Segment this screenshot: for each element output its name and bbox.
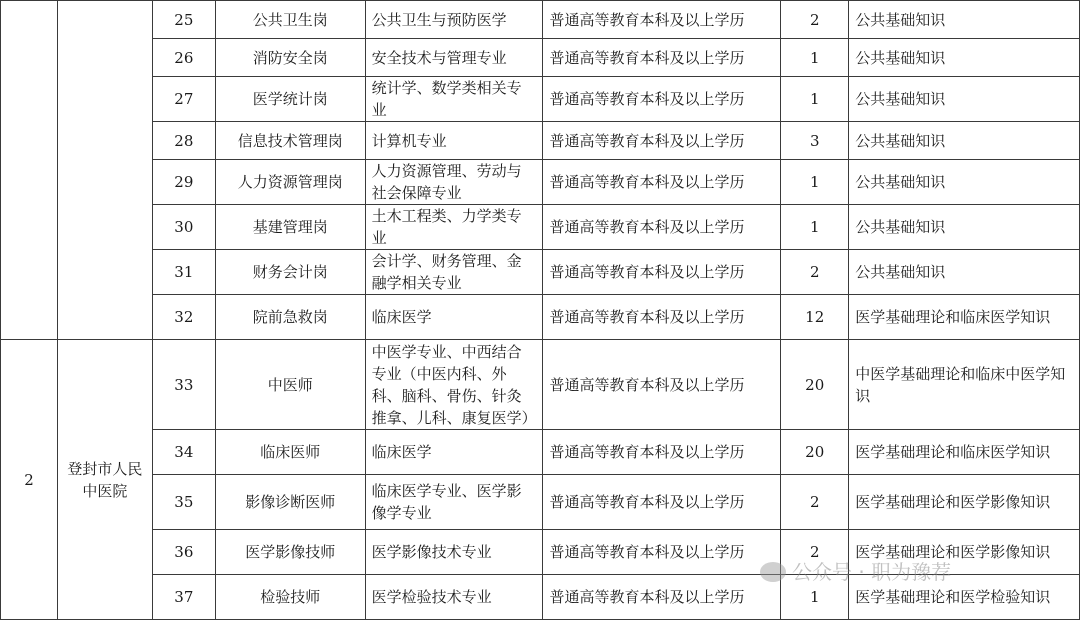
hire-count: 1 bbox=[781, 160, 849, 205]
seq-number: 2 bbox=[1, 340, 58, 620]
exam-subject: 公共基础知识 bbox=[849, 250, 1080, 295]
hire-count: 20 bbox=[781, 340, 849, 430]
education-requirement: 普通高等教育本科及以上学历 bbox=[543, 77, 781, 122]
exam-subject: 中医学基础理论和临床中医学知识 bbox=[849, 340, 1080, 430]
hire-count: 1 bbox=[781, 205, 849, 250]
table-row bbox=[1, 205, 1080, 250]
post-number: 33 bbox=[152, 340, 215, 430]
post-number: 30 bbox=[152, 205, 215, 250]
education-requirement: 普通高等教育本科及以上学历 bbox=[543, 160, 781, 205]
post-number: 29 bbox=[152, 160, 215, 205]
hire-count: 2 bbox=[781, 1, 849, 39]
post-name: 医学影像技师 bbox=[215, 530, 365, 575]
hire-count: 20 bbox=[781, 430, 849, 475]
post-number: 32 bbox=[152, 295, 215, 340]
post-name: 院前急救岗 bbox=[215, 295, 365, 340]
table-row bbox=[1, 295, 1080, 340]
education-requirement: 普通高等教育本科及以上学历 bbox=[543, 295, 781, 340]
table-row bbox=[1, 475, 1080, 530]
post-number: 34 bbox=[152, 430, 215, 475]
exam-subject: 医学基础理论和临床医学知识 bbox=[849, 295, 1080, 340]
education-requirement: 普通高等教育本科及以上学历 bbox=[543, 122, 781, 160]
education-requirement: 普通高等教育本科及以上学历 bbox=[543, 250, 781, 295]
table-row bbox=[1, 430, 1080, 475]
exam-subject: 公共基础知识 bbox=[849, 39, 1080, 77]
education-requirement: 普通高等教育本科及以上学历 bbox=[543, 430, 781, 475]
major-requirement: 人力资源管理、劳动与社会保障专业 bbox=[365, 160, 543, 205]
seq-cell bbox=[1, 1, 58, 340]
hire-count: 3 bbox=[781, 122, 849, 160]
major-requirement: 计算机专业 bbox=[365, 122, 543, 160]
post-name: 医学统计岗 bbox=[215, 77, 365, 122]
major-requirement: 医学检验技术专业 bbox=[365, 575, 543, 620]
hire-count: 1 bbox=[781, 575, 849, 620]
post-name: 人力资源管理岗 bbox=[215, 160, 365, 205]
hire-count: 12 bbox=[781, 295, 849, 340]
education-requirement: 普通高等教育本科及以上学历 bbox=[543, 205, 781, 250]
post-name: 检验技师 bbox=[215, 575, 365, 620]
post-name: 消防安全岗 bbox=[215, 39, 365, 77]
hire-count: 2 bbox=[781, 250, 849, 295]
exam-subject: 公共基础知识 bbox=[849, 160, 1080, 205]
post-number: 37 bbox=[152, 575, 215, 620]
exam-subject: 公共基础知识 bbox=[849, 122, 1080, 160]
post-number: 25 bbox=[152, 1, 215, 39]
post-number: 35 bbox=[152, 475, 215, 530]
unit-name: 登封市人民中医院 bbox=[57, 340, 152, 620]
hire-count: 2 bbox=[781, 530, 849, 575]
major-requirement: 会计学、财务管理、金融学相关专业 bbox=[365, 250, 543, 295]
hire-count: 1 bbox=[781, 39, 849, 77]
watermark-text: 公众号 · 职为豫荐 bbox=[792, 560, 952, 584]
table-row bbox=[1, 39, 1080, 77]
post-name: 财务会计岗 bbox=[215, 250, 365, 295]
post-number: 28 bbox=[152, 122, 215, 160]
major-requirement: 临床医学 bbox=[365, 295, 543, 340]
major-requirement: 安全技术与管理专业 bbox=[365, 39, 543, 77]
post-name: 临床医师 bbox=[215, 430, 365, 475]
table-row bbox=[1, 530, 1080, 575]
hire-count: 1 bbox=[781, 77, 849, 122]
table-row bbox=[1, 340, 1080, 430]
post-number: 26 bbox=[152, 39, 215, 77]
post-name: 公共卫生岗 bbox=[215, 1, 365, 39]
post-name: 基建管理岗 bbox=[215, 205, 365, 250]
exam-subject: 医学基础理论和医学影像知识 bbox=[849, 475, 1080, 530]
table-row bbox=[1, 160, 1080, 205]
post-name: 信息技术管理岗 bbox=[215, 122, 365, 160]
major-requirement: 公共卫生与预防医学 bbox=[365, 1, 543, 39]
education-requirement: 普通高等教育本科及以上学历 bbox=[543, 475, 781, 530]
education-requirement: 普通高等教育本科及以上学历 bbox=[543, 530, 781, 575]
table-row bbox=[1, 122, 1080, 160]
education-requirement: 普通高等教育本科及以上学历 bbox=[543, 39, 781, 77]
exam-subject: 医学基础理论和医学影像知识 bbox=[849, 530, 1080, 575]
hire-count: 2 bbox=[781, 475, 849, 530]
major-requirement: 临床医学 bbox=[365, 430, 543, 475]
unit-cell bbox=[57, 1, 152, 340]
major-requirement: 统计学、数学类相关专业 bbox=[365, 77, 543, 122]
post-name: 影像诊断医师 bbox=[215, 475, 365, 530]
post-number: 27 bbox=[152, 77, 215, 122]
exam-subject: 公共基础知识 bbox=[849, 205, 1080, 250]
exam-subject: 公共基础知识 bbox=[849, 1, 1080, 39]
exam-subject: 公共基础知识 bbox=[849, 77, 1080, 122]
table-row bbox=[1, 77, 1080, 122]
exam-subject: 医学基础理论和医学检验知识 bbox=[849, 575, 1080, 620]
post-number: 31 bbox=[152, 250, 215, 295]
education-requirement: 普通高等教育本科及以上学历 bbox=[543, 575, 781, 620]
table-row bbox=[1, 250, 1080, 295]
education-requirement: 普通高等教育本科及以上学历 bbox=[543, 1, 781, 39]
major-requirement: 临床医学专业、医学影像学专业 bbox=[365, 475, 543, 530]
table-row bbox=[1, 1, 1080, 39]
post-name: 中医师 bbox=[215, 340, 365, 430]
major-requirement: 土木工程类、力学类专业 bbox=[365, 205, 543, 250]
major-requirement: 医学影像技术专业 bbox=[365, 530, 543, 575]
major-requirement: 中医学专业、中西结合专业（中医内科、外科、脑科、骨伤、针灸推拿、儿科、康复医学） bbox=[365, 340, 543, 430]
education-requirement: 普通高等教育本科及以上学历 bbox=[543, 340, 781, 430]
exam-subject: 医学基础理论和临床医学知识 bbox=[849, 430, 1080, 475]
post-number: 36 bbox=[152, 530, 215, 575]
